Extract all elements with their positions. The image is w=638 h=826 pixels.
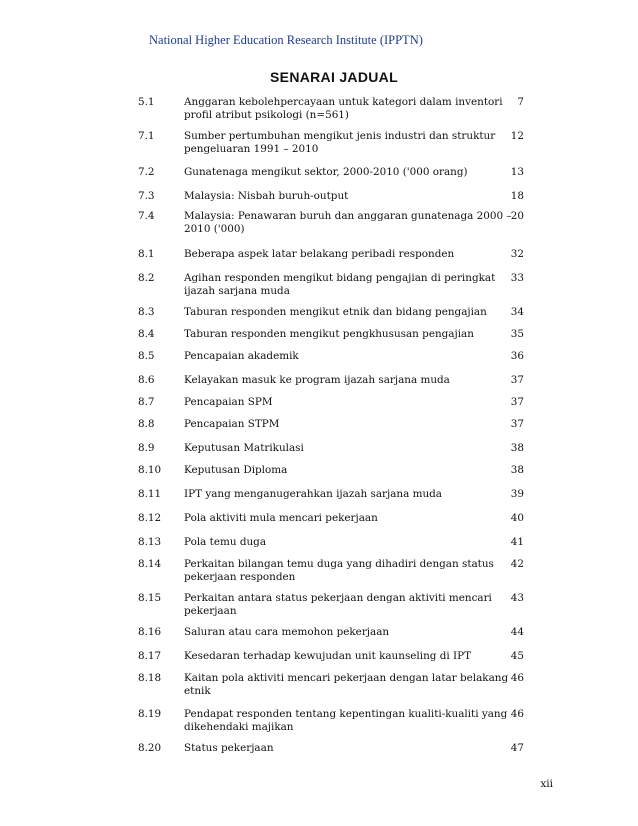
table-title-line: Status pekerjaan xyxy=(184,742,274,754)
table-title-line: Perkaitan bilangan temu duga yang dihadiri dengan status xyxy=(184,558,494,570)
table-title xyxy=(184,672,509,698)
table-title xyxy=(184,558,502,584)
table-title-line: Pencapaian SPM xyxy=(184,396,273,408)
table-number: 5.1 xyxy=(138,96,155,108)
table-title xyxy=(184,592,502,618)
table-title-line: pekerjaan responden xyxy=(184,571,296,583)
table-number: 8.5 xyxy=(138,350,155,362)
table-number: 8.13 xyxy=(138,536,162,548)
table-title-line: Pola aktiviti mula mencari pekerjaan xyxy=(184,512,378,524)
table-title xyxy=(184,396,502,409)
table-title-line: Kaitan pola aktiviti mencari pekerjaan dengan latar belakang xyxy=(184,672,509,684)
table-title-line: pekerjaan xyxy=(184,605,237,617)
table-page-number: 37 xyxy=(510,396,524,408)
table-number: 8.1 xyxy=(138,248,155,260)
table-number: 8.16 xyxy=(138,626,162,638)
table-title-line: Perkaitan antara status pekerjaan dengan aktiviti mencari xyxy=(184,592,492,604)
table-number: 8.4 xyxy=(138,328,155,340)
table-title-line: IPT yang menganugerahkan ijazah sarjana muda xyxy=(184,488,443,500)
table-title xyxy=(184,190,502,203)
table-page-number: 41 xyxy=(510,536,524,548)
table-title xyxy=(184,350,502,363)
table-title-line: Keputusan Matrikulasi xyxy=(184,442,304,454)
table-number: 8.10 xyxy=(138,464,162,476)
table-page-number: 36 xyxy=(510,350,524,362)
table-title xyxy=(184,306,502,319)
running-header: National Higher Education Research Institute (IPPTN) xyxy=(149,33,423,47)
table-title-line: Anggaran kebolehpercayaan untuk kategori dalam inventori xyxy=(184,96,503,108)
table-title xyxy=(184,626,502,639)
table-title-line: Saluran atau cara memohon pekerjaan xyxy=(184,626,390,638)
table-page-number: 38 xyxy=(510,442,524,454)
table-title-line: Malaysia: Penawaran buruh dan anggaran gunatenaga 2000 – xyxy=(184,210,512,222)
table-page-number: 38 xyxy=(510,464,524,476)
table-number: 8.17 xyxy=(138,650,162,662)
table-page-number: 39 xyxy=(510,488,524,500)
table-title xyxy=(184,130,502,156)
table-title-line: Keputusan Diploma xyxy=(184,464,288,476)
table-number: 8.19 xyxy=(138,708,162,720)
table-page-number: 32 xyxy=(510,248,524,260)
table-title-line: profil atribut psikologi (n=561) xyxy=(184,109,349,121)
table-number: 8.9 xyxy=(138,442,155,454)
table-title-line: Pencapaian akademik xyxy=(184,350,299,362)
table-page-number: 47 xyxy=(510,742,524,754)
table-page-number: 34 xyxy=(510,306,524,318)
table-title xyxy=(184,418,502,431)
table-page-number: 40 xyxy=(510,512,524,524)
table-page-number: 35 xyxy=(510,328,524,340)
table-title-line: Gunatenaga mengikut sektor, 2000-2010 ('000 orang) xyxy=(184,166,468,178)
table-page-number: 45 xyxy=(510,650,524,662)
table-title xyxy=(184,442,502,455)
page-number: xii xyxy=(540,778,553,790)
table-page-number: 33 xyxy=(510,272,524,284)
table-title-line: 2010 ('000) xyxy=(184,223,245,235)
table-title-line: ijazah sarjana muda xyxy=(184,285,290,297)
table-title xyxy=(184,374,502,387)
table-title-line: etnik xyxy=(184,685,211,697)
table-title-line: pengeluaran 1991 – 2010 xyxy=(184,143,319,155)
table-number: 8.15 xyxy=(138,592,162,604)
table-page-number: 43 xyxy=(510,592,524,604)
table-title-line: Pencapaian STPM xyxy=(184,418,280,430)
table-title-line: Taburan responden mengikut pengkhususan pengajian xyxy=(184,328,474,340)
table-title xyxy=(184,210,512,236)
table-title-line: Malaysia: Nisbah buruh-output xyxy=(184,190,349,202)
table-page-number: 37 xyxy=(510,374,524,386)
table-number: 7.4 xyxy=(138,210,155,222)
table-page-number: 18 xyxy=(510,190,524,202)
table-number: 8.2 xyxy=(138,272,155,284)
table-number: 8.8 xyxy=(138,418,155,430)
table-title-line: Sumber pertumbuhan mengikut jenis industri dan struktur xyxy=(184,130,496,142)
table-number: 7.1 xyxy=(138,130,155,142)
table-number: 8.18 xyxy=(138,672,162,684)
table-page-number: 44 xyxy=(510,626,524,638)
table-title xyxy=(184,328,502,341)
table-page-number: 37 xyxy=(510,418,524,430)
table-title-line: Beberapa aspek latar belakang peribadi responden xyxy=(184,248,455,260)
table-title xyxy=(184,464,502,477)
table-title xyxy=(184,708,508,734)
table-page-number: 12 xyxy=(510,130,524,142)
table-title-line: Kelayakan masuk ke program ijazah sarjana muda xyxy=(184,374,450,386)
table-title xyxy=(184,512,502,525)
table-title-line: dikehendaki majikan xyxy=(184,721,294,733)
table-title-line: Pola temu duga xyxy=(184,536,267,548)
table-page-number: 20 xyxy=(510,210,524,222)
table-number: 7.3 xyxy=(138,190,155,202)
table-number: 8.6 xyxy=(138,374,155,386)
table-page-number: 42 xyxy=(510,558,524,570)
table-title-line: Pendapat responden tentang kepentingan kualiti-kualiti yang xyxy=(184,708,508,720)
table-title xyxy=(184,166,502,179)
page-title: SENARAI JADUAL xyxy=(270,69,398,85)
table-number: 8.11 xyxy=(138,488,162,500)
table-title-line: Agihan responden mengikut bidang pengajian di peringkat xyxy=(184,272,496,284)
table-number: 8.14 xyxy=(138,558,162,570)
table-title xyxy=(184,248,502,261)
table-page-number: 46 xyxy=(510,672,524,684)
table-page-number: 7 xyxy=(517,96,524,108)
table-title xyxy=(184,96,502,122)
table-title xyxy=(184,272,502,298)
table-title-line: Taburan responden mengikut etnik dan bidang pengajian xyxy=(184,306,487,318)
table-number: 8.12 xyxy=(138,512,162,524)
table-title-line: Kesedaran terhadap kewujudan unit kaunseling di IPT xyxy=(184,650,472,662)
table-page-number: 13 xyxy=(510,166,524,178)
table-page-number: 46 xyxy=(510,708,524,720)
table-title xyxy=(184,488,502,501)
table-number: 7.2 xyxy=(138,166,155,178)
table-title xyxy=(184,536,502,549)
table-number: 8.20 xyxy=(138,742,162,754)
table-title xyxy=(184,742,502,755)
table-title xyxy=(184,650,502,663)
table-number: 8.7 xyxy=(138,396,155,408)
table-number: 8.3 xyxy=(138,306,155,318)
